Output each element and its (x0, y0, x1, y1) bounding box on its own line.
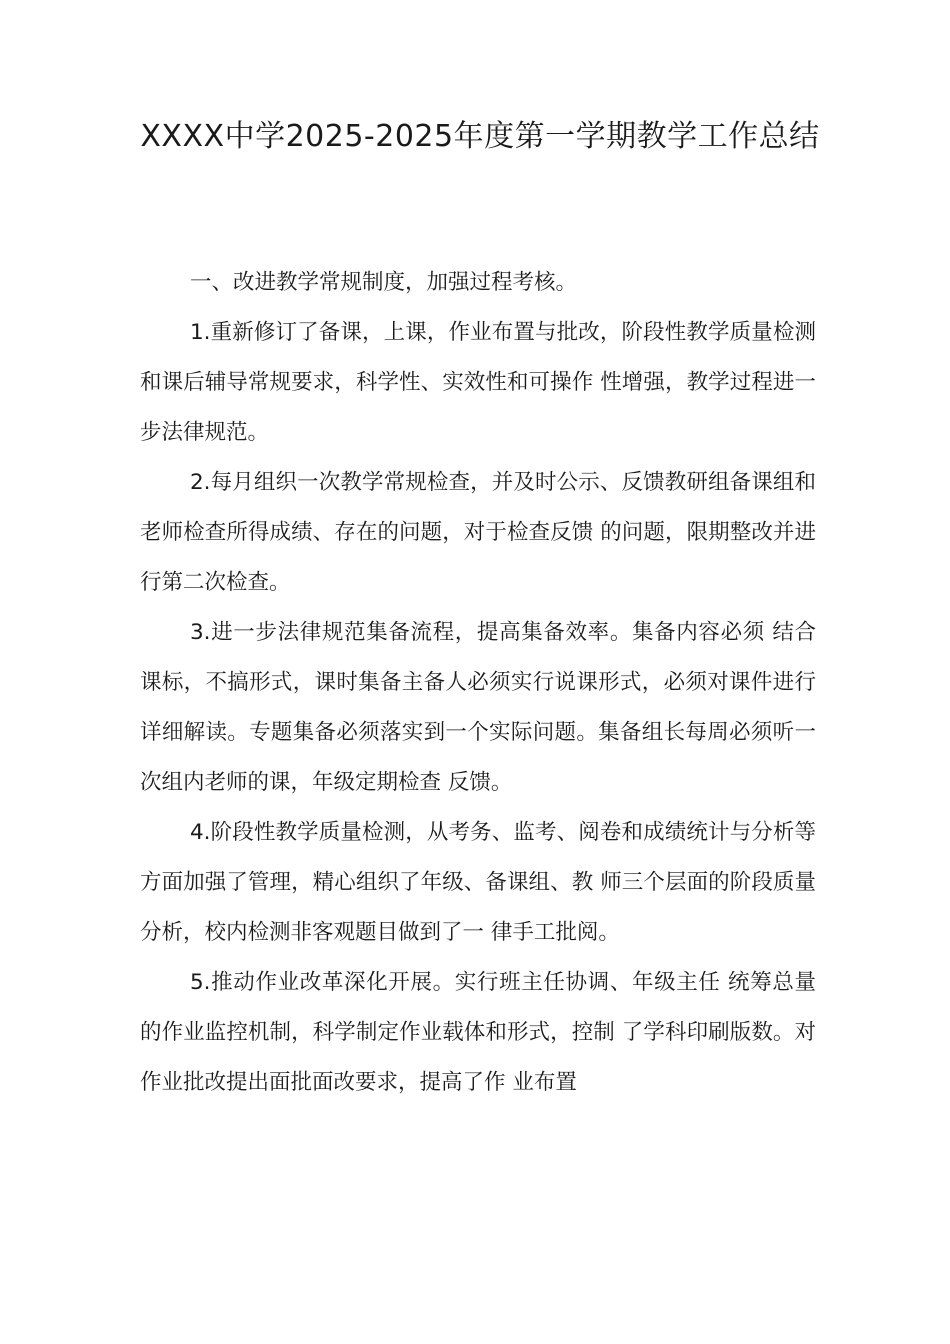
paragraph-3: 3.进一步法律规范集备流程，提高集备效率。集备内容必须 结合课标，不搞形式，课时集备主备人必须实行说课形式，必须对课件进行详细解读。专题集备必须落实到一个实际问题。集备组长每周必须听一次组内老师的课，年级定期检查 反馈。 (140, 620, 816, 795)
section-heading: 一、改进教学常规制度，加强过程考核。 (190, 270, 578, 295)
document-title: XXXX中学2025-2025年度第一学期教学工作总结 (140, 119, 820, 154)
paragraph-4: 4.阶段性教学质量检测，从考务、监考、阅卷和成绩统计与分析等方面加强了管理，精心组织了年级、备课组、教 师三个层面的阶段质量分析，校内检测非客观题目做到了一 律手工批阅。 (140, 820, 816, 945)
paragraph-1: 1.重新修订了备课，上课，作业布置与批改，阶段性教学质量检测和课后辅导常规要求，科学性、实效性和可操作 性增强，教学过程进一步法律规范。 (140, 320, 816, 445)
paragraph-5: 5.推动作业改革深化开展。实行班主任协调、年级主任 统筹总量的作业监控机制，科学制定作业载体和形式，控制 了学科印刷版数。对作业批改提出面批面改要求，提高了作 业布置 (140, 970, 816, 1095)
document-body (140, 258, 816, 1108)
paragraph-2: 2.每月组织一次教学常规检查，并及时公示、反馈教研组备课组和老师检查所得成绩、存在的问题，对于检查反馈 的问题，限期整改并进行第二次检查。 (140, 470, 816, 595)
